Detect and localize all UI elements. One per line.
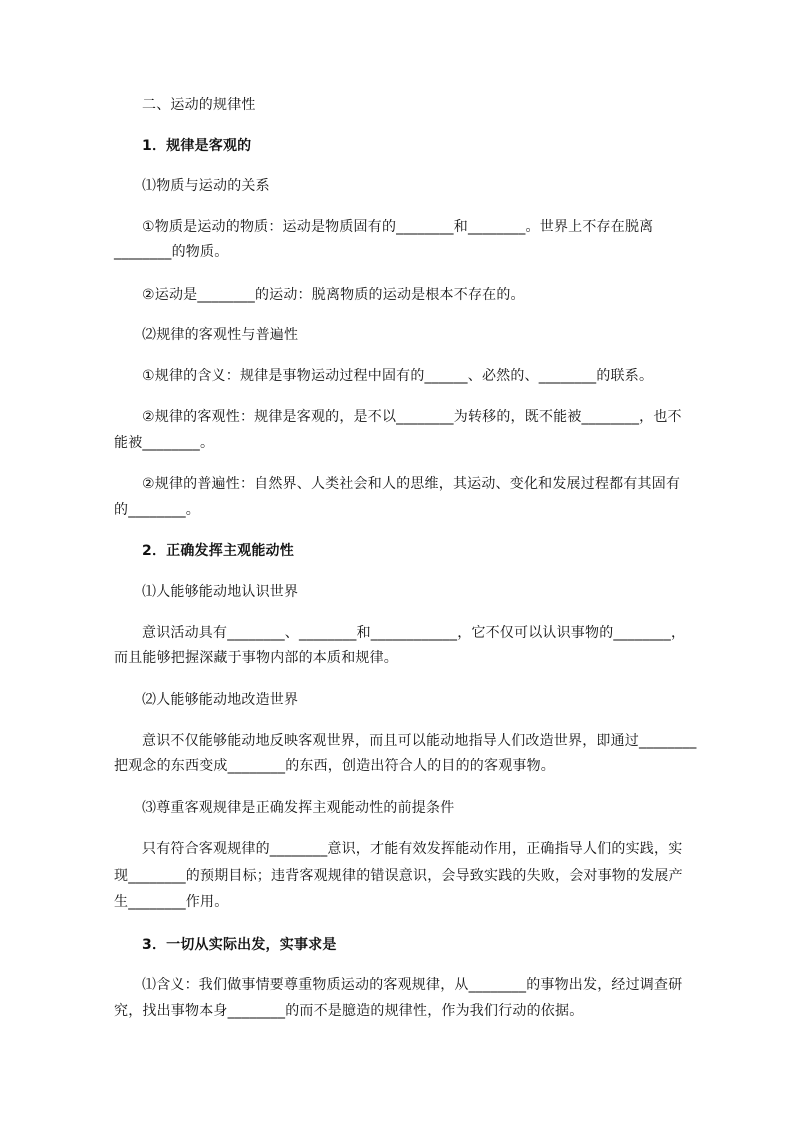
paragraph-line: 生________作用。	[114, 894, 229, 910]
subheading-2: 2．正确发挥主观能动性	[142, 543, 294, 559]
paragraph-line: ⑴含义：我们做事情要尊重物质运动的客观规律，从________的事物出发，经过调查研	[142, 977, 683, 993]
subheading-3: 3．一切从实际出发，实事求是	[142, 937, 337, 953]
section-heading: 二、运动的规律性	[142, 97, 256, 113]
point-2-2: ⑵人能够能动地改造世界	[142, 692, 299, 708]
paragraph-line: 究，找出事物本身________的而不是臆造的规律性，作为我们行动的依据。	[114, 1003, 584, 1019]
paragraph-line: ②运动是________的运动：脱离物质的运动是根本不存在的。	[142, 287, 525, 303]
point-1-2: ⑵规律的客观性与普遍性	[142, 327, 299, 343]
point-2-1: ⑴人能够能动地认识世界	[142, 584, 299, 600]
paragraph-line: 意识活动具有________、________和____________，它不仅可以认识事物的________，	[142, 625, 686, 641]
point-2-3: ⑶尊重客观规律是正确发挥主观能动性的前提条件	[142, 800, 455, 816]
paragraph-line: 现________的预期目标；违背客观规律的错误意识，会导致实践的失败，会对事物的发展产	[114, 868, 683, 884]
paragraph-line: ②规律的客观性：规律是客观的，是不以________为转移的，既不能被________，也不	[142, 409, 682, 425]
paragraph-line: 能被________。	[114, 435, 215, 451]
paragraph-line: 只有符合客观规律的________意识，才能有效发挥能动作用，正确指导人们的实践，实	[142, 841, 683, 857]
paragraph-line: 的________。	[114, 502, 200, 518]
paragraph-line: ②规律的普遍性：自然界、人类社会和人的思维，其运动、变化和发展过程都有其固有	[142, 476, 681, 492]
paragraph-line: 把观念的东西变成________的东西，创造出符合人的目的的客观事物。	[114, 758, 555, 774]
subheading-1: 1．规律是客观的	[142, 138, 252, 154]
paragraph-line: ①物质是运动的物质：运动是物质固有的________和________。世界上不存在脱离	[142, 219, 654, 235]
paragraph-line: 而且能够把握深藏于事物内部的本质和规律。	[114, 650, 398, 666]
paragraph-line: 意识不仅能够能动地反映客观世界，而且可以能动地指导人们改造世界，即通过________	[142, 733, 697, 749]
paragraph-line: ①规律的含义：规律是事物运动过程中固有的______、必然的、________的联系。	[142, 368, 654, 384]
paragraph-line: ________的物质。	[114, 244, 229, 260]
point-1-1: ⑴物质与运动的关系	[142, 178, 270, 194]
